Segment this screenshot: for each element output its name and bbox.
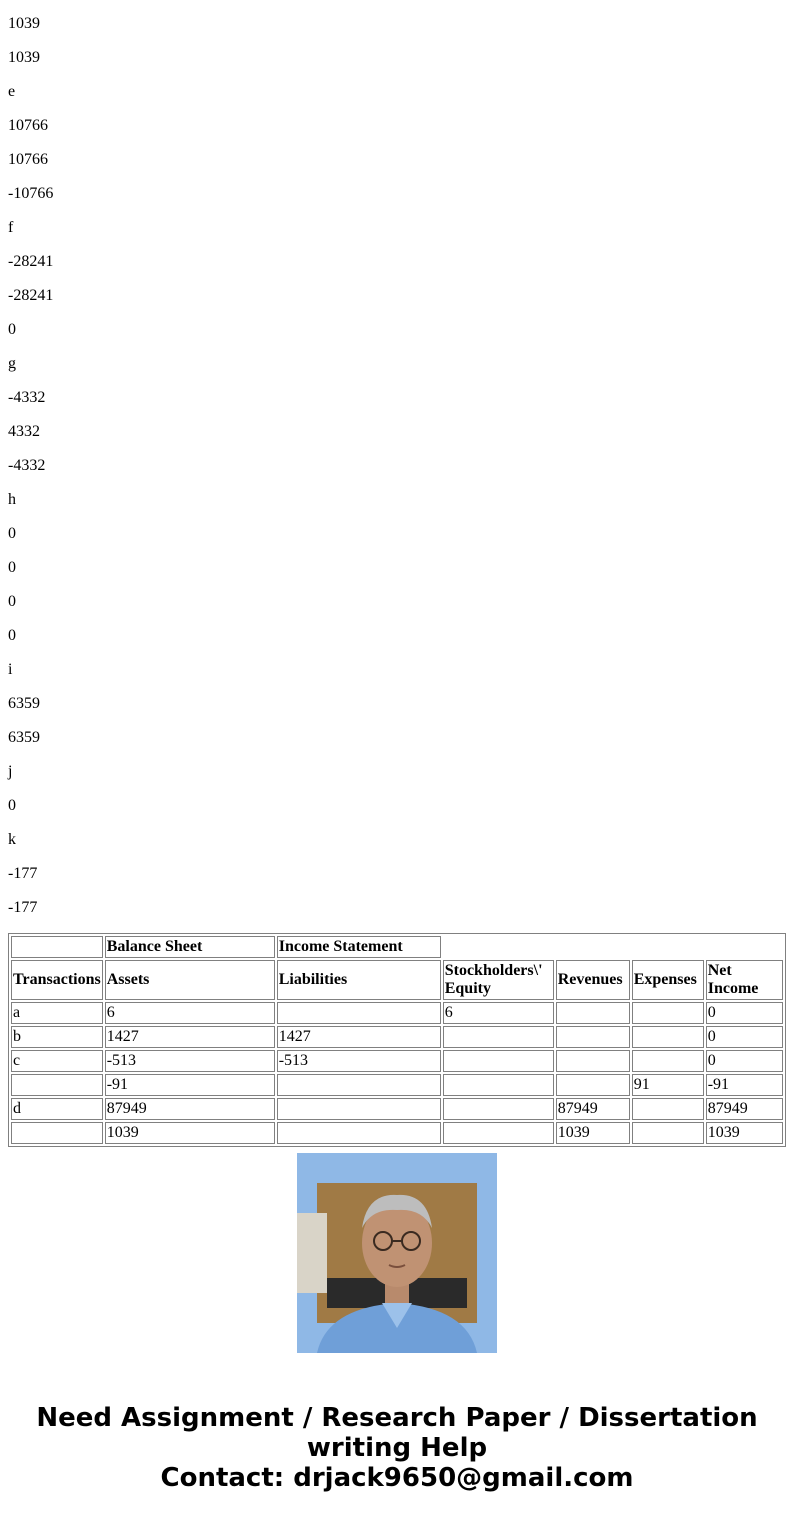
table-cell [632,1026,704,1048]
col-header-revenues: Revenues [556,960,630,1000]
table-cell [556,1002,630,1024]
table-cell [443,1050,554,1072]
group-header-row [11,936,783,958]
text-line: -10766 [8,185,54,202]
text-line: k [8,831,16,848]
table-row [11,1050,783,1072]
table-row [11,1122,783,1144]
col-header-net-income: Net Income [706,960,783,1000]
table-cell: -91 [706,1074,783,1096]
col-header-expenses: Expenses [632,960,704,1000]
table-cell [277,1098,441,1120]
table-cell [443,1122,554,1144]
footer-contact [0,1403,794,1493]
text-line: 0 [8,593,16,610]
table-cell: 1039 [556,1122,630,1144]
text-line: 0 [8,525,16,542]
group-header-empty [443,936,783,958]
table-cell [443,1026,554,1048]
table-row [11,1074,783,1096]
text-line: h [8,491,16,508]
table-cell [277,1122,441,1144]
table-cell: b [11,1026,103,1048]
avatar-image [297,1153,497,1353]
table-cell [277,1002,441,1024]
document-content [8,0,786,1141]
table-cell: d [11,1098,103,1120]
col-header-assets: Assets [105,960,275,1000]
text-line: 6359 [8,695,40,712]
table-cell: 91 [632,1074,704,1096]
table-row [11,1098,783,1120]
text-line: 6359 [8,729,40,746]
table-cell: 1039 [105,1122,275,1144]
table-cell: -91 [105,1074,275,1096]
table-cell [11,1122,103,1144]
footer-headline: Need Assignment / Research Paper / Dissertation writing Help [36,1403,758,1463]
table-cell [632,1098,704,1120]
author-avatar [297,1153,497,1353]
table-cell: 87949 [556,1098,630,1120]
table-cell: -513 [277,1050,441,1072]
text-line: 0 [8,627,16,644]
table-cell [556,1050,630,1072]
text-line: f [8,219,14,236]
table-cell [632,1050,704,1072]
text-line: -4332 [8,389,46,406]
text-line: j [8,763,13,780]
table-cell [443,1074,554,1096]
table-row [11,1026,783,1048]
table-cell [556,1026,630,1048]
table-cell: 6 [443,1002,554,1024]
text-line: i [8,661,13,678]
table-cell: 1039 [706,1122,783,1144]
footer-email: Contact: drjack9650@gmail.com [160,1463,634,1493]
table-cell: 87949 [706,1098,783,1120]
table-cell: c [11,1050,103,1072]
text-line: 0 [8,797,16,814]
table-body [11,1002,783,1144]
text-line: 10766 [8,151,48,168]
text-line: e [8,83,16,100]
text-line: -28241 [8,287,54,304]
table-cell [443,1098,554,1120]
col-header-transactions: Transactions [11,960,103,1000]
text-line: -177 [8,865,38,882]
balance-sheet-table [8,933,786,1147]
text-line: -177 [8,899,38,916]
text-line: 10766 [8,117,48,134]
table-cell [11,1074,103,1096]
column-header-row [11,960,783,1000]
table-cell: 1427 [105,1026,275,1048]
table-cell: 0 [706,1026,783,1048]
table-cell [632,1122,704,1144]
group-header-balance-sheet: Balance Sheet [105,936,275,958]
text-line: 1039 [8,15,40,32]
table-cell: 6 [105,1002,275,1024]
table-cell [556,1074,630,1096]
table-cell [277,1074,441,1096]
text-line: -4332 [8,457,46,474]
text-line: 0 [8,559,16,576]
text-lines [8,0,786,933]
group-header-blank [11,936,103,958]
table-cell: -513 [105,1050,275,1072]
col-header-liabilities: Liabilities [277,960,441,1000]
table-cell: 0 [706,1002,783,1024]
table-cell: a [11,1002,103,1024]
text-line: g [8,355,16,372]
text-line: 1039 [8,49,40,66]
table-cell [632,1002,704,1024]
table-row [11,1002,783,1024]
table-cell: 0 [706,1050,783,1072]
group-header-income-statement: Income Statement [277,936,441,958]
table-cell: 87949 [105,1098,275,1120]
text-line: -28241 [8,253,54,270]
table-cell: 1427 [277,1026,441,1048]
text-line: 0 [8,321,16,338]
text-line: 4332 [8,423,40,440]
col-header-equity: Stockholders\' Equity [443,960,554,1000]
